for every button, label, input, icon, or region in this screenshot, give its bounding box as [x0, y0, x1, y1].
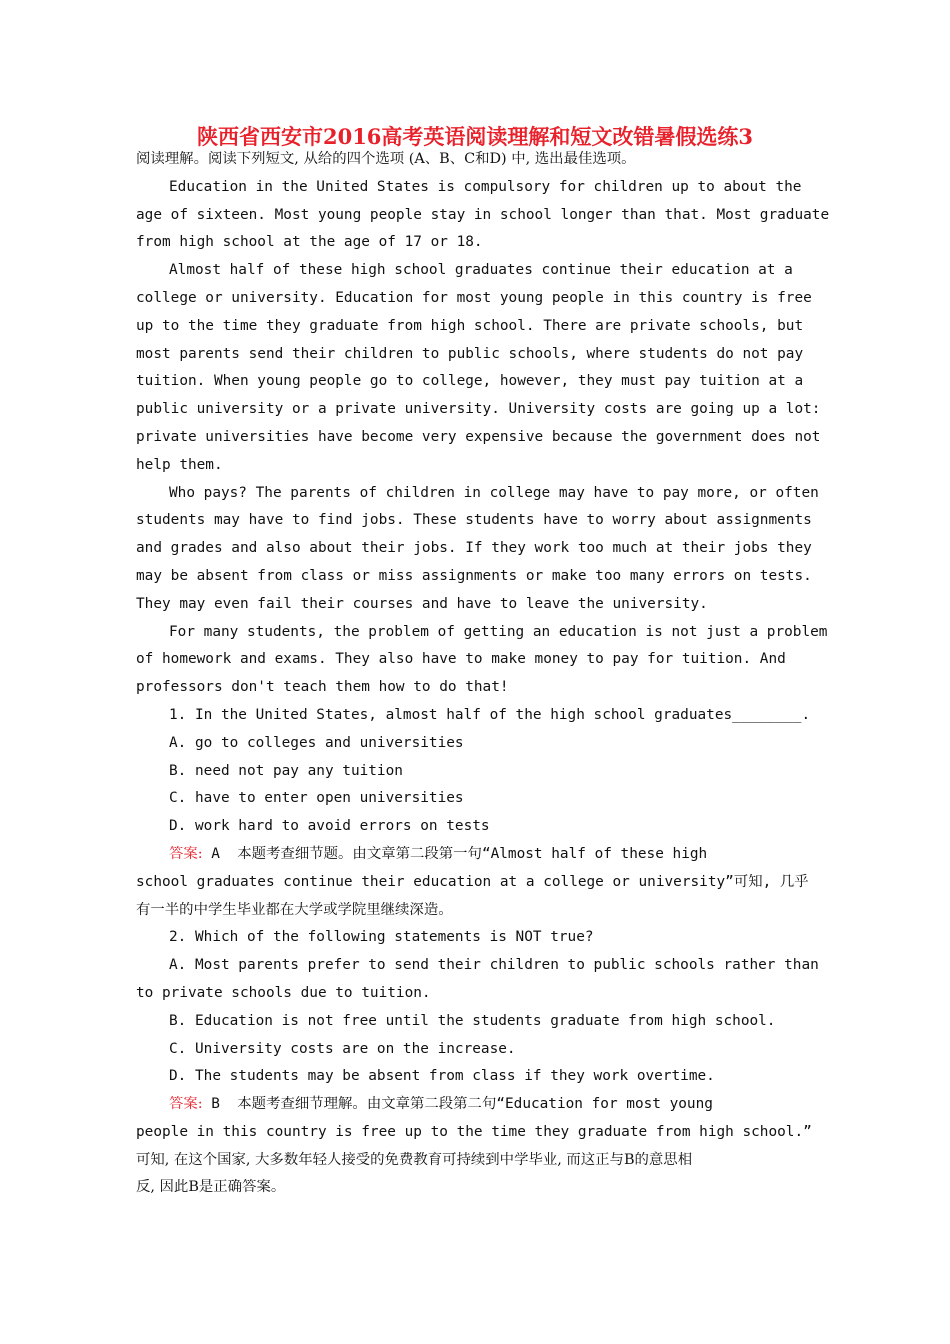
passage-line: Education in the United States is compulsory for children up to about the: [169, 178, 802, 195]
passage-line: age of sixteen. Most young people stay in school longer than that. Most graduate: [136, 206, 830, 223]
answer-text: 可知, 在这个国家, 大多数年轻人接受的免费教育可持续到中学毕业, 而这正与B的意思相: [136, 1151, 693, 1168]
question-2-answer: [136, 1091, 816, 1119]
question-1-option-b: B. need not pay any tuition: [169, 762, 403, 779]
passage-line: of homework and exams. They also have to make money to pay for tuition. And: [136, 651, 786, 668]
answer-text: 有一半的中学生毕业都在大学或学院里继续深造。: [136, 901, 453, 918]
question-1-option-a: A. go to colleges and universities: [169, 734, 464, 751]
passage-line: Who pays? The parents of children in college may have to pay more, or often: [169, 484, 819, 501]
passage-line: professors don't teach them how to do that!: [136, 679, 509, 696]
passage-line: help them.: [136, 456, 223, 473]
answer-text: B 本题考查细节理解。由文章第二段第二句“Education for most young: [202, 1096, 713, 1113]
question-2-option-b: B. Education is not free until the students graduate from high school.: [169, 1012, 776, 1029]
passage-line: most parents send their children to public schools, where students do not pay: [136, 345, 804, 362]
answer-label: 答案:: [169, 845, 203, 862]
passage-line: Almost half of these high school graduates continue their education at a: [169, 262, 793, 279]
question-2-option-a-cont: to private schools due to tuition.: [136, 984, 431, 1001]
answer-text: people in this country is free up to the time they graduate from high school.”: [136, 1123, 812, 1140]
passage-line: They may even fail their courses and have to leave the university.: [136, 595, 708, 612]
instruction: 阅读理解。阅读下列短文, 从给的四个选项 (A、B、C和D) 中, 选出最佳选项。: [136, 151, 636, 167]
passage-line: college or university. Education for most young people in this country is free: [136, 289, 812, 306]
answer-text: school graduates continue their education at a college or university”可知, 几乎: [136, 873, 809, 890]
passage-line: private universities have become very expensive because the government does not: [136, 428, 821, 445]
question-1-option-d: D. work hard to avoid errors on tests: [169, 818, 490, 835]
question-2-stem: 2. Which of the following statements is NOT true?: [169, 929, 594, 946]
passage-line: students may have to find jobs. These students have to worry about assignments: [136, 512, 812, 529]
question-2-option-a: A. Most parents prefer to send their children to public schools rather than: [169, 957, 819, 974]
answer-text: A 本题考查细节题。由文章第二段第一句“Almost half of these high: [202, 845, 708, 862]
passage-line: from high school at the age of 17 or 18.: [136, 234, 483, 251]
answer-text: 反, 因此B是正确答案。: [136, 1179, 286, 1196]
question-2-option-c: C. University costs are on the increase.: [169, 1040, 516, 1057]
answer-label: 答案:: [169, 1096, 203, 1113]
passage-line: public university or a private university. University costs are going up a lot:: [136, 401, 821, 418]
passage-line: and grades and also about their jobs. If they work too much at their jobs they: [136, 540, 812, 557]
passage-line: tuition. When young people go to college, however, they must pay tuition at a: [136, 373, 804, 390]
question-1-answer: [136, 841, 816, 869]
document-title: 陕西省西安市2016高考英语阅读理解和短文改错暑假选练3: [196, 124, 754, 149]
document-body: [136, 146, 830, 1202]
question-2-option-d: D. The students may be absent from class if they work overtime.: [169, 1068, 715, 1085]
question-1-stem: 1. In the United States, almost half of the high school graduates________.: [169, 706, 811, 723]
question-1-option-c: C. have to enter open universities: [169, 790, 464, 807]
passage-line: up to the time they graduate from high school. There are private schools, but: [136, 317, 804, 334]
passage-line: For many students, the problem of getting an education is not just a problem: [169, 623, 828, 640]
passage-line: may be absent from class or miss assignments or make too many errors on tests.: [136, 567, 812, 584]
